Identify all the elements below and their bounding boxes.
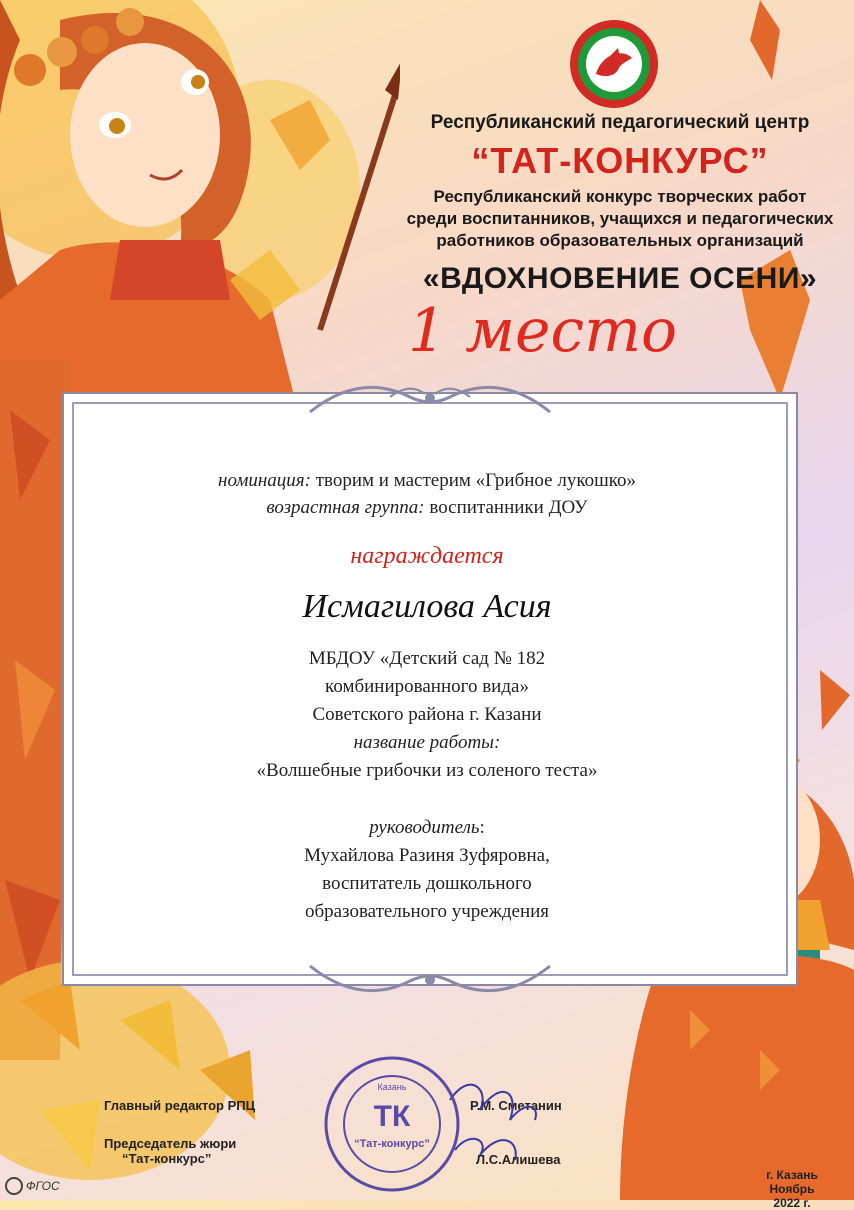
tatarstan-emblem-icon <box>568 18 660 110</box>
stamp-city: Казань <box>377 1082 407 1092</box>
jury-title <box>104 1136 236 1166</box>
stamp-name: “Тат-конкурс” <box>354 1138 430 1150</box>
award-text: награждается <box>350 543 504 569</box>
age-group-label: возрастная группа: <box>266 497 425 518</box>
jury-title-line-1: Председатель жюри <box>104 1136 237 1151</box>
issue-place-date <box>756 1168 828 1210</box>
jury-title-line-2: “Тат-конкурс” <box>122 1151 212 1166</box>
nomination-value: творим и мастерим «Грибное лукошко» <box>315 470 636 491</box>
contest-title: «ВДОХНОВЕНИЕ ОСЕНИ» <box>422 262 818 295</box>
jury-name: Л.С.Алишева <box>476 1152 561 1167</box>
organization-name: Республиканский педагогический центр <box>430 112 810 133</box>
issue-date: Ноябрь 2022 г. <box>769 1182 815 1210</box>
org-line-1: МБДОУ «Детский сад № 182 <box>308 648 546 669</box>
top-ornament <box>300 372 560 422</box>
decor-left <box>0 0 400 420</box>
fgos-text: ФГОС <box>26 1179 60 1193</box>
city: г. Казань <box>766 1168 818 1182</box>
nomination-label: номинация: <box>218 470 311 491</box>
fgos-mark <box>4 1176 24 1196</box>
age-group-line <box>0 497 854 519</box>
seal-stamp-icon <box>322 1054 462 1194</box>
contest-description <box>400 186 840 252</box>
supervisor-colon: : <box>479 817 485 838</box>
org-line-3: Советского района г. Казани <box>312 704 542 725</box>
editor-name: Р.М. Сметанин <box>470 1098 562 1113</box>
emblem-svg <box>568 18 660 110</box>
contest-line-3: работников образовательных организаций <box>436 231 804 250</box>
work-label: название работы: <box>353 732 501 753</box>
place-title: 1 место <box>408 296 678 366</box>
recipient-name: Исмагилова Асия <box>302 588 552 625</box>
work-title: «Волшебные грибочки из соленого теста» <box>256 760 598 781</box>
editor-title: Главный редактор РПЦ <box>104 1098 256 1113</box>
supervisor-role-1: воспитатель дошкольного <box>322 873 532 894</box>
age-group-value: воспитанники ДОУ <box>429 497 588 518</box>
fgos-logo-icon <box>4 1176 64 1198</box>
bottom-ornament <box>300 956 560 1006</box>
supervisor-label-line <box>0 817 854 839</box>
nomination-line <box>0 470 854 492</box>
supervisor-name: Мухайлова Разиня Зуфяровна, <box>304 845 550 866</box>
brand-title: “ТАТ-КОНКУРС” <box>471 140 769 181</box>
contest-line-2: среди воспитанников, учащихся и педагогических <box>406 209 834 228</box>
org-line-2: комбинированного вида» <box>325 676 529 697</box>
supervisor-label: руководитель <box>369 817 480 838</box>
supervisor-role-2: образовательного учреждения <box>304 901 550 922</box>
stamp-letters: ТК <box>373 1100 411 1133</box>
autumn-girl-illustration-top <box>0 0 400 420</box>
contest-line-1: Республиканский конкурс творческих работ <box>433 187 807 206</box>
